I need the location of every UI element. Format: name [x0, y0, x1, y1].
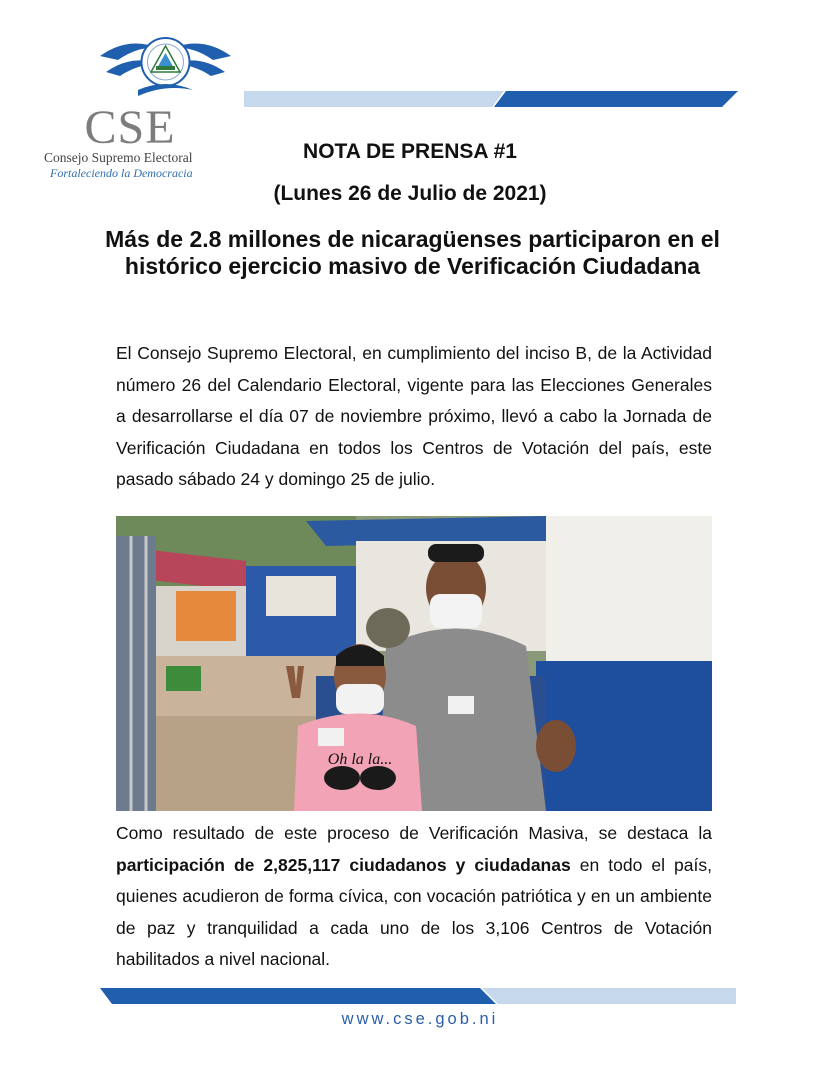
- headline: Más de 2.8 millones de nicaragüenses participaron en el histórico ejercicio masivo de Verificación Ciudadana: [105, 226, 720, 279]
- header-decorative-bar: [244, 91, 738, 107]
- cse-logo: [40, 26, 215, 180]
- paragraph-2-rest: en todo el país, quienes acudieron de forma cívica, con vocación patriótica y en un ambiente de paz y tranquilidad a cada uno de los 3,106 Centros de Votación habilitados a nivel nacional.: [116, 854, 712, 969]
- body-paragraph-1: El Consejo Supremo Electoral, en cumplimiento del inciso B, de la Actividad número 26 del Calendario Electoral, vigente para las Elecciones Generales a desarrollarse el día 07 de noviembre próximo, llevó a cabo la Jornada de Verificación Ciudadana en todos los Centros de Votación del país, este pasado sábado 24 y domingo 25 de julio.: [116, 343, 712, 489]
- shirt-text: Oh la la...: [327, 751, 393, 768]
- press-release-date: (Lunes 26 de Julio de 2021): [273, 182, 547, 205]
- paragraph-2-intro: Como resultado de este proceso de Verificación Masiva, se destaca la: [116, 823, 712, 843]
- news-photo: [116, 516, 712, 811]
- nicaragua-emblem-icon: [98, 26, 233, 104]
- footer-decorative-bar: [100, 988, 736, 1004]
- footer-url-link[interactable]: www.cse.gob.ni: [341, 1010, 499, 1028]
- logo-name: Consejo Supremo Electoral: [44, 150, 193, 165]
- participation-highlight: participación de 2,825,117 ciudadanos y ciudadanas: [116, 854, 571, 875]
- logo-acronym: CSE: [84, 101, 176, 154]
- body-paragraph-2: [116, 818, 712, 976]
- press-release-title: NOTA DE PRENSA #1: [303, 140, 517, 163]
- logo-tagline: Fortaleciendo la Democracia: [50, 166, 193, 180]
